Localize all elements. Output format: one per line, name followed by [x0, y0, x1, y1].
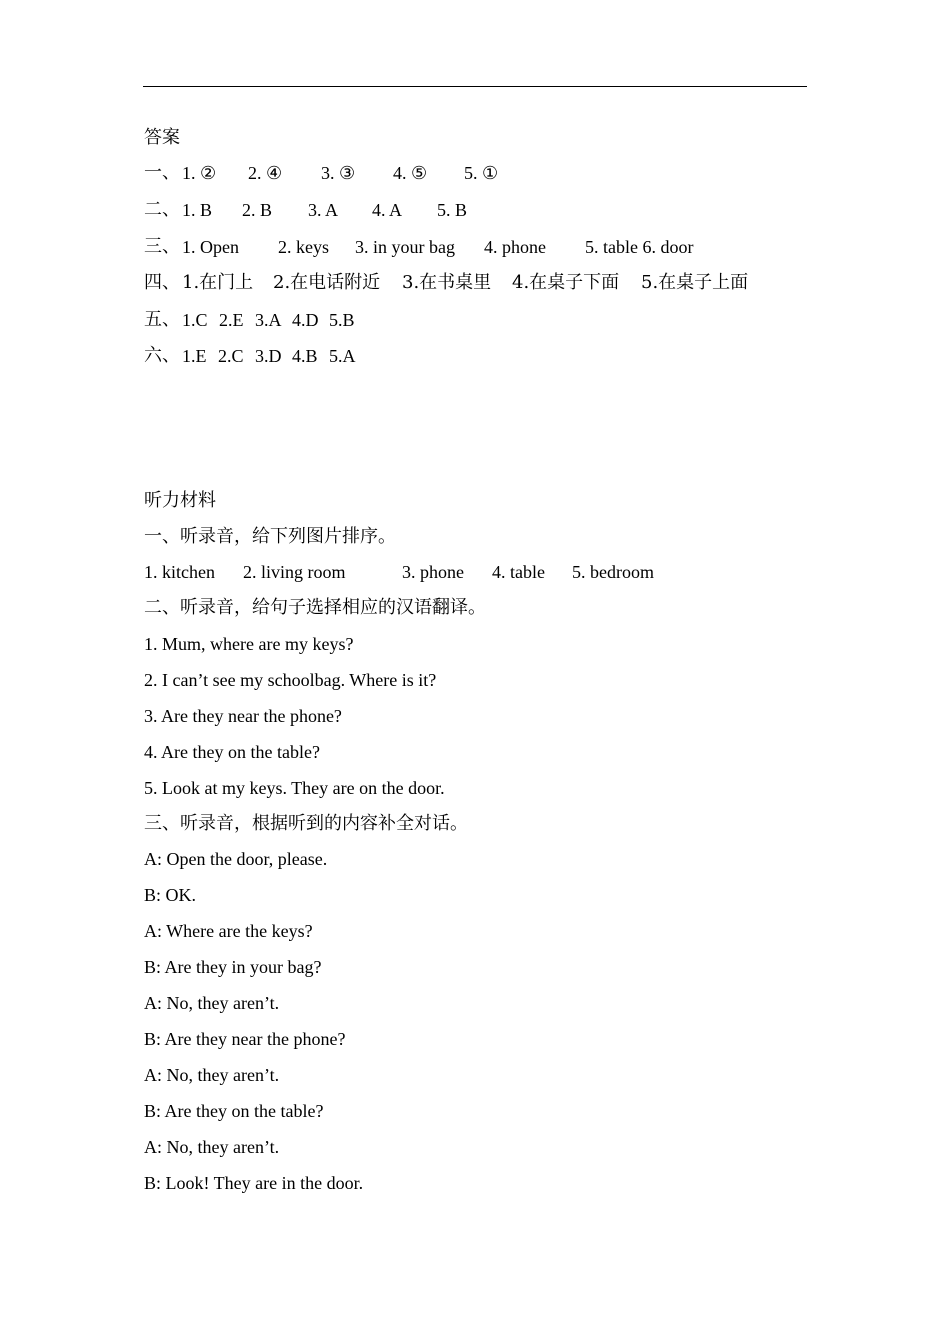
- answer-item: 5.B: [329, 310, 355, 330]
- list-item: 1. Mum, where are my keys?: [144, 634, 354, 654]
- answer-item: 1.E: [182, 346, 207, 366]
- listening-section-2-title: 二、听录音，给句子选择相应的汉语翻译。: [144, 597, 486, 618]
- answer-item: 2.在电话附近: [273, 272, 381, 293]
- answer-item: 1. Open: [182, 237, 239, 257]
- answer-item: 2. keys: [278, 237, 329, 257]
- answer-row-6-prefix: 六、: [144, 345, 180, 366]
- answer-item: 4. ⑤: [393, 163, 428, 183]
- answer-item: 4. A: [372, 200, 403, 220]
- answer-row-5-prefix: 五、: [144, 309, 180, 330]
- dialogue-line: A: No, they aren’t.: [144, 1065, 280, 1085]
- answer-item: 2.C: [218, 346, 244, 366]
- answer-item: 3. A: [308, 200, 339, 220]
- list-item: 3. phone: [402, 562, 464, 582]
- answer-row-3-prefix: 三、: [144, 236, 180, 257]
- answer-item: 2. ④: [248, 163, 283, 183]
- list-item: 2. I can’t see my schoolbag. Where is it?: [144, 670, 437, 690]
- answer-item: 4.D: [292, 310, 319, 330]
- answer-item: 2. B: [242, 200, 273, 220]
- answer-item: 4.在桌子下面: [512, 272, 620, 293]
- listening-section-1-title: 一、听录音，给下列图片排序。: [144, 526, 396, 547]
- dialogue-line: A: No, they aren’t.: [144, 993, 280, 1013]
- answer-item: 5. table 6. door: [585, 237, 694, 257]
- answer-item: 5. B: [437, 200, 468, 220]
- list-item: 4. table: [492, 562, 545, 582]
- answer-item: 2.E: [219, 310, 244, 330]
- answer-item: 3.A: [255, 310, 282, 330]
- list-item: 4. Are they on the table?: [144, 742, 320, 762]
- dialogue-line: A: Open the door, please.: [144, 849, 328, 869]
- answer-row-2-prefix: 二、: [144, 199, 180, 220]
- list-item: 2. living room: [243, 562, 346, 582]
- dialogue-line: B: Are they on the table?: [144, 1101, 324, 1121]
- listening-heading: 听力材料: [144, 490, 216, 511]
- list-item: 5. Look at my keys. They are on the door.: [144, 778, 445, 798]
- answer-item: 4.B: [292, 346, 318, 366]
- dialogue-line: B: Look! They are in the door.: [144, 1173, 364, 1193]
- listening-section-3-title: 三、听录音，根据听到的内容补全对话。: [144, 813, 468, 834]
- answer-item: 5.A: [329, 346, 356, 366]
- answer-item: 3. in your bag: [355, 237, 455, 257]
- list-item: 5. bedroom: [572, 562, 654, 582]
- answers-heading: 答案: [144, 127, 180, 148]
- answer-item: 1. ②: [182, 163, 217, 183]
- answer-item: 1.C: [182, 310, 208, 330]
- answer-row-4-prefix: 四、: [144, 272, 180, 293]
- dialogue-line: B: Are they near the phone?: [144, 1029, 346, 1049]
- answer-item: 3.D: [255, 346, 282, 366]
- answer-item: 5. ①: [464, 163, 499, 183]
- answer-item: 5.在桌子上面: [641, 272, 749, 293]
- answer-item: 3.在书桌里: [402, 272, 492, 293]
- list-item: 1. kitchen: [144, 562, 215, 582]
- answer-row-1-prefix: 一、: [144, 162, 180, 183]
- dialogue-line: B: OK.: [144, 885, 197, 905]
- answer-item: 3. ③: [321, 163, 356, 183]
- header-rule: [143, 86, 807, 87]
- answer-item: 1. B: [182, 200, 213, 220]
- dialogue-line: B: Are they in your bag?: [144, 957, 322, 977]
- list-item: 3. Are they near the phone?: [144, 706, 342, 726]
- dialogue-line: A: Where are the keys?: [144, 921, 313, 941]
- answer-item: 4. phone: [484, 237, 546, 257]
- answer-item: 1.在门上: [182, 272, 254, 293]
- dialogue-line: A: No, they aren’t.: [144, 1137, 280, 1157]
